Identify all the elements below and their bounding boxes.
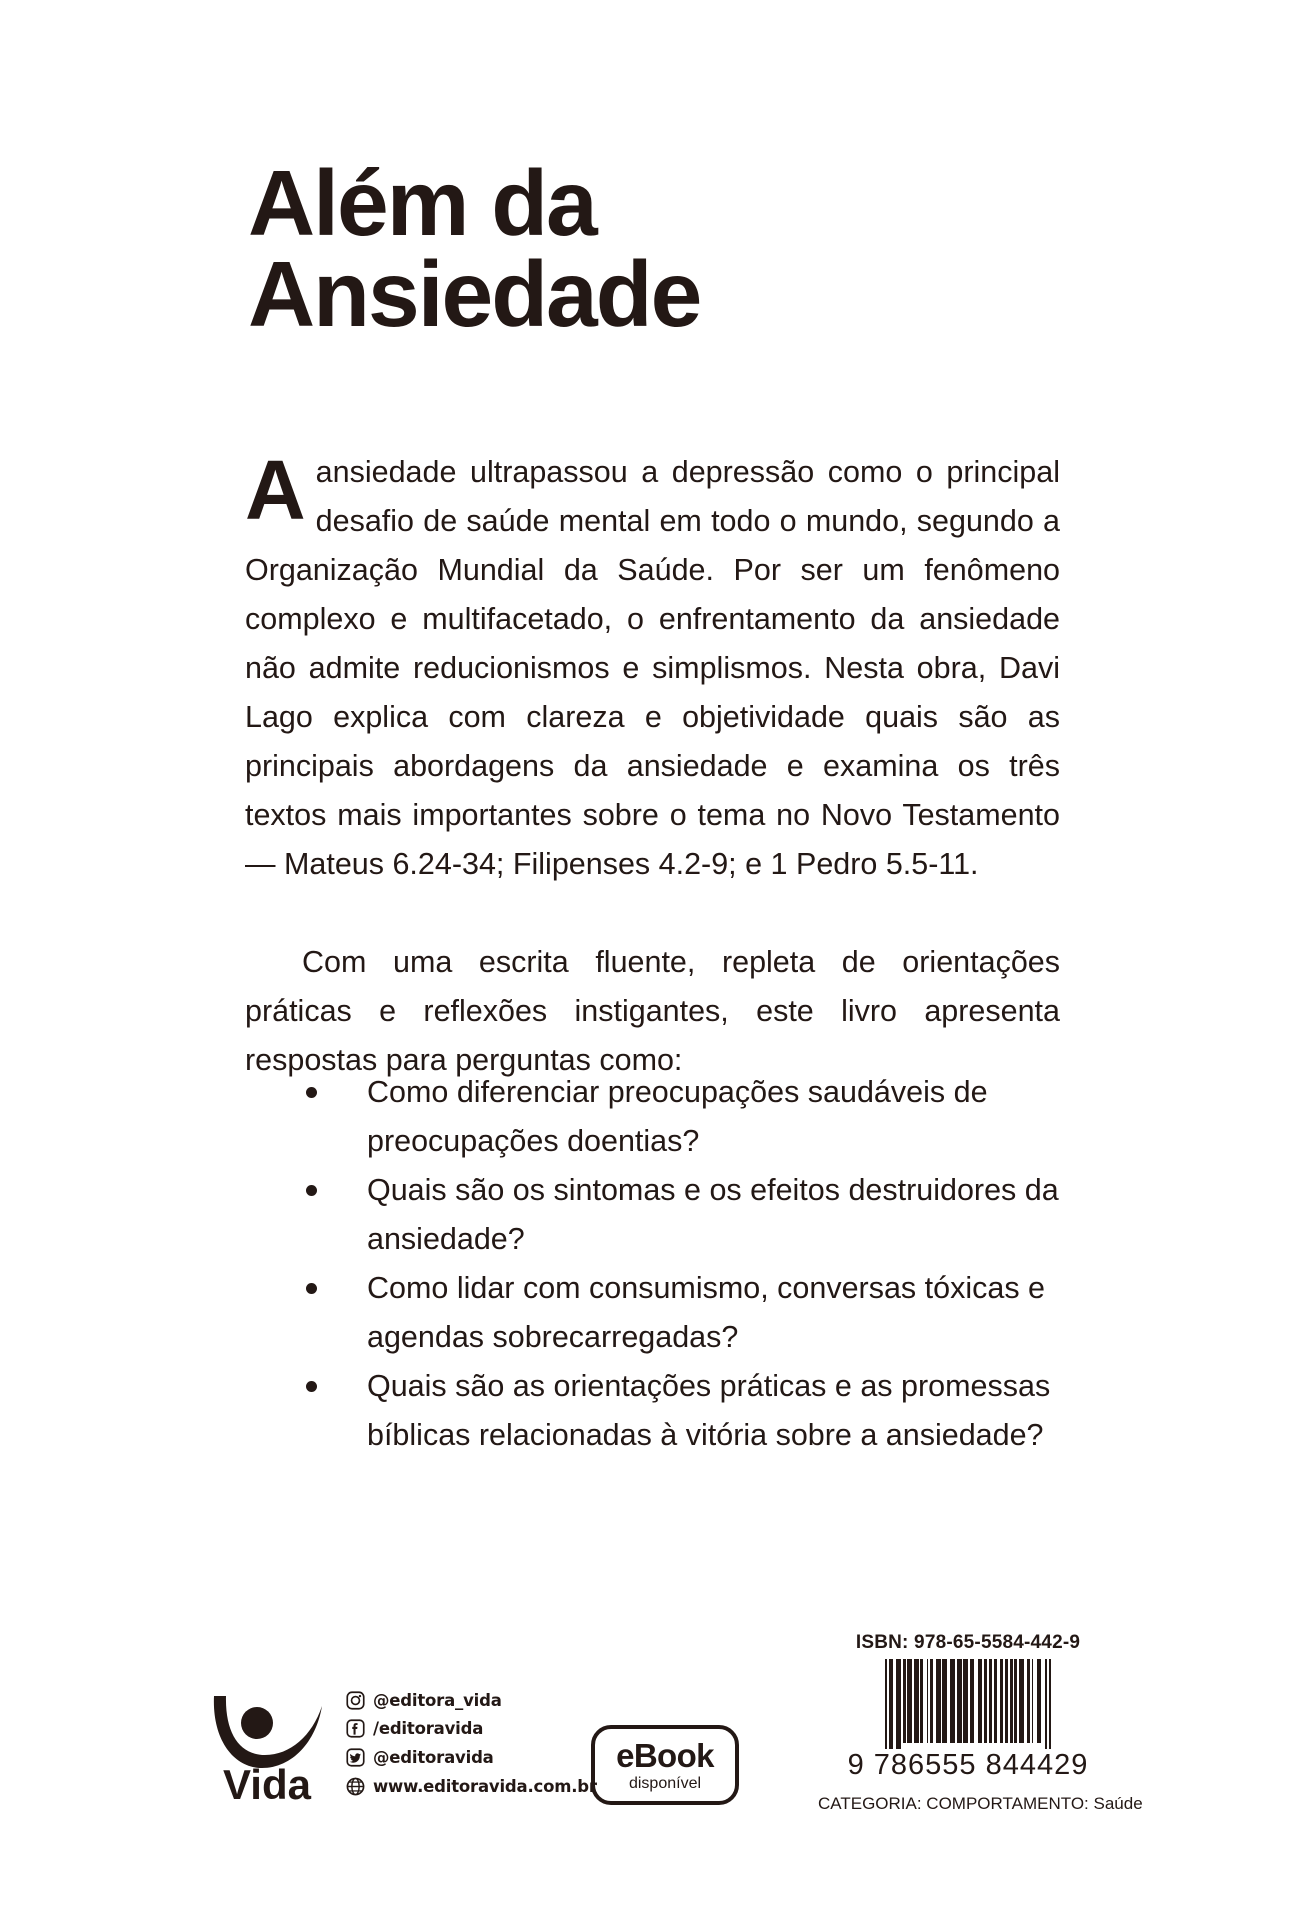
vida-publisher-logo bbox=[200, 1668, 335, 1803]
social-row-website[interactable] bbox=[346, 1774, 616, 1799]
barcode-graphic bbox=[818, 1659, 1118, 1761]
facebook-handle: /editoravida bbox=[373, 1719, 484, 1739]
list-item-label: Como diferenciar preocupações saudáveis de preocupações doentias? bbox=[367, 1075, 988, 1158]
blurb-paragraph-1: Aansiedade ultrapassou a depressão como o principal desafio de saúde mental em todo o mundo, segundo a Organização Mundial da Saúde. Por ser um fenômeno complexo e multifacetado, o enfrentamento da ansiedade não admite reducionismos e simplismos. Nesta obra, Davi Lago explica com clareza e objetividade quais são as principais abordagens da ansiedade e examina os três textos mais importantes sobre o tema no Novo Testamento — Mateus 6.24-34; Filipenses 4.2-9; e 1 Pedro 5.5-11. bbox=[245, 443, 1060, 881]
globe-icon bbox=[346, 1777, 365, 1796]
barcode-digits: 9 786555 844429 bbox=[818, 1749, 1118, 1782]
social-row-facebook[interactable] bbox=[346, 1717, 616, 1742]
list-item-label: Como lidar com consumismo, conversas tóxicas e agendas sobrecarregadas? bbox=[367, 1271, 1046, 1354]
title-line-1: Além da bbox=[248, 151, 596, 255]
website-url: www.editoravida.com.br bbox=[373, 1776, 597, 1796]
isbn-barcode-block bbox=[818, 1632, 1143, 1814]
social-row-instagram[interactable] bbox=[346, 1688, 616, 1713]
facebook-icon bbox=[346, 1719, 365, 1738]
twitter-handle: @editoravida bbox=[373, 1748, 494, 1768]
vida-wordmark: Vida bbox=[223, 1761, 311, 1803]
list-item-label: Quais são as orientações práticas e as promessas bíblicas relacionadas à vitória sobre a ansiedade? bbox=[367, 1369, 1051, 1452]
blurb-paragraph-2: Com uma escrita fluente, repleta de orientações práticas e reflexões instigantes, este livro apresenta respostas para perguntas como: bbox=[245, 945, 1060, 1077]
instagram-icon bbox=[346, 1691, 365, 1710]
twitter-icon bbox=[346, 1748, 365, 1767]
category-label: CATEGORIA: COMPORTAMENTO: Saúde bbox=[818, 1794, 1143, 1813]
instagram-handle: @editora_vida bbox=[373, 1690, 502, 1710]
social-links bbox=[346, 1688, 616, 1803]
isbn-label: ISBN: 978-65-5584-442-9 bbox=[855, 1632, 1081, 1653]
social-row-twitter[interactable] bbox=[346, 1745, 616, 1770]
ebook-badge-subtitle: disponível bbox=[628, 1774, 702, 1792]
ebook-available-badge bbox=[591, 1725, 739, 1805]
title-line-2: Ansiedade bbox=[248, 242, 701, 347]
ebook-badge-title: eBook bbox=[616, 1736, 714, 1774]
list-item-label: Quais são os sintomas e os efeitos destruidores da ansiedade? bbox=[367, 1173, 1059, 1256]
